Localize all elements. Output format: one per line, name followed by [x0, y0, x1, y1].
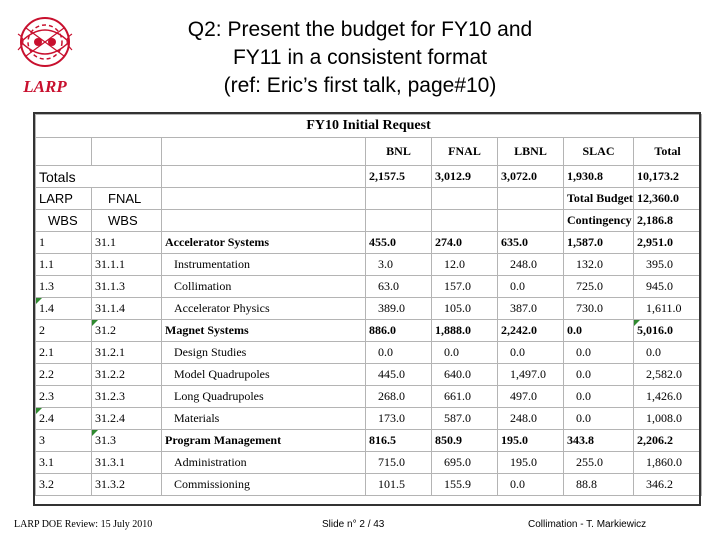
lbnl-value-cell: 497.0 — [498, 386, 564, 408]
lbnl-value-cell: 248.0 — [498, 408, 564, 430]
larp-wbs-cell: 1.1 — [36, 254, 92, 276]
fnal-wbs-cell: 31.1.4 — [92, 298, 162, 320]
total-value-cell: 2,206.2 — [634, 430, 702, 452]
fnal-value-cell: 640.0 — [432, 364, 498, 386]
larp-accelerator-logo-icon — [14, 14, 80, 100]
totals-slac: 1,930.8 — [564, 166, 634, 188]
fnal-wbs-cell: 31.3 — [92, 430, 162, 452]
larp-wbs-cell: 3 — [36, 430, 92, 452]
slac-value-cell: 1,587.0 — [564, 232, 634, 254]
footer-left: LARP DOE Review: 15 July 2010 — [14, 519, 153, 530]
total-value-cell: 1,426.0 — [634, 386, 702, 408]
slac-value-cell: 0.0 — [564, 320, 634, 342]
slac-value-cell: 343.8 — [564, 430, 634, 452]
bnl-value-cell: 3.0 — [366, 254, 432, 276]
label-row — [36, 188, 702, 210]
lbnl-value-cell: 0.0 — [498, 276, 564, 298]
bnl-value-cell: 63.0 — [366, 276, 432, 298]
slac-value-cell: 730.0 — [564, 298, 634, 320]
fnal-label: FNAL — [92, 188, 162, 210]
fnal-value-cell: 105.0 — [432, 298, 498, 320]
fnal-wbs-cell: 31.3.2 — [92, 474, 162, 496]
lbnl-value-cell: 0.0 — [498, 342, 564, 364]
fnal-value-cell: 661.0 — [432, 386, 498, 408]
wbs-row — [36, 210, 702, 232]
bnl-value-cell: 173.0 — [366, 408, 432, 430]
fnal-value-cell: 274.0 — [432, 232, 498, 254]
footer-right: Collimation - T. Markiewicz — [528, 519, 647, 530]
totals-fnal: 3,012.9 — [432, 166, 498, 188]
total-value-cell: 346.2 — [634, 474, 702, 496]
lbnl-value-cell: 248.0 — [498, 254, 564, 276]
slac-value-cell: 0.0 — [564, 364, 634, 386]
totals-lbnl: 3,072.0 — [498, 166, 564, 188]
table-row — [36, 408, 702, 430]
total-budget-value: 12,360.0 — [634, 188, 702, 210]
task-name-cell: Instrumentation — [162, 254, 366, 276]
totals-label: Totals — [36, 166, 162, 188]
larp-logo-text: LARP — [23, 77, 67, 96]
total-value-cell: 1,860.0 — [634, 452, 702, 474]
fnal-wbs-cell: 31.1.1 — [92, 254, 162, 276]
col-header-total: Total — [634, 138, 702, 166]
task-name-cell: Magnet Systems — [162, 320, 366, 342]
fnal-wbs-cell: 31.1 — [92, 232, 162, 254]
slac-value-cell: 725.0 — [564, 276, 634, 298]
fnal-wbs-cell: 31.1.3 — [92, 276, 162, 298]
fnal-value-cell: 850.9 — [432, 430, 498, 452]
lbnl-value-cell: 195.0 — [498, 452, 564, 474]
table-row — [36, 386, 702, 408]
slac-value-cell: 88.8 — [564, 474, 634, 496]
bnl-value-cell: 455.0 — [366, 232, 432, 254]
total-value-cell: 2,951.0 — [634, 232, 702, 254]
fnal-value-cell: 157.0 — [432, 276, 498, 298]
larp-wbs-cell: 2.2 — [36, 364, 92, 386]
table-row — [36, 364, 702, 386]
table-row — [36, 276, 702, 298]
fnal-wbs-cell: 31.3.1 — [92, 452, 162, 474]
table-row — [36, 430, 702, 452]
slide-title — [120, 16, 600, 100]
larp-wbs-cell: 1.3 — [36, 276, 92, 298]
larp-wbs-cell: 2.4 — [36, 408, 92, 430]
fnal-wbs-cell: 31.2.3 — [92, 386, 162, 408]
larp-wbs-cell: 3.2 — [36, 474, 92, 496]
fnal-wbs-cell: 31.2.2 — [92, 364, 162, 386]
bnl-value-cell: 886.0 — [366, 320, 432, 342]
col-header-lbnl: LBNL — [498, 138, 564, 166]
table-row — [36, 342, 702, 364]
task-name-cell: Model Quadrupoles — [162, 364, 366, 386]
task-name-cell: Program Management — [162, 430, 366, 452]
task-name-cell: Materials — [162, 408, 366, 430]
total-value-cell: 5,016.0 — [634, 320, 702, 342]
lbnl-value-cell: 635.0 — [498, 232, 564, 254]
task-name-cell: Commissioning — [162, 474, 366, 496]
total-value-cell: 945.0 — [634, 276, 702, 298]
fnal-value-cell: 155.9 — [432, 474, 498, 496]
task-name-cell: Accelerator Systems — [162, 232, 366, 254]
title-line-1: Q2: Present the budget for FY10 and — [187, 18, 533, 41]
footer-center: Slide n° 2 / 43 — [322, 519, 385, 530]
table-row — [36, 474, 702, 496]
fnal-wbs-cell: 31.2.1 — [92, 342, 162, 364]
slac-value-cell: 0.0 — [564, 342, 634, 364]
total-value-cell: 395.0 — [634, 254, 702, 276]
bnl-value-cell: 445.0 — [366, 364, 432, 386]
col-header-slac: SLAC — [564, 138, 634, 166]
contingency-label: Contingency — [564, 210, 634, 232]
bnl-value-cell: 0.0 — [366, 342, 432, 364]
task-name-cell: Administration — [162, 452, 366, 474]
total-value-cell: 2,582.0 — [634, 364, 702, 386]
task-name-cell: Accelerator Physics — [162, 298, 366, 320]
title-line-3: (ref: Eric’s first talk, page#10) — [223, 74, 497, 97]
lbnl-value-cell: 0.0 — [498, 474, 564, 496]
task-name-cell: Design Studies — [162, 342, 366, 364]
slac-value-cell: 255.0 — [564, 452, 634, 474]
larp-logo — [14, 14, 80, 100]
larp-wbs-cell: 1.4 — [36, 298, 92, 320]
task-name-cell: Long Quadrupoles — [162, 386, 366, 408]
lbnl-value-cell: 1,497.0 — [498, 364, 564, 386]
lbnl-value-cell: 387.0 — [498, 298, 564, 320]
table-caption: FY10 Initial Request — [36, 115, 702, 138]
fnal-value-cell: 0.0 — [432, 342, 498, 364]
fnal-value-cell: 695.0 — [432, 452, 498, 474]
fnal-value-cell: 1,888.0 — [432, 320, 498, 342]
bnl-value-cell: 268.0 — [366, 386, 432, 408]
fnal-wbs-cell: 31.2.4 — [92, 408, 162, 430]
task-name-cell: Collimation — [162, 276, 366, 298]
slac-value-cell: 132.0 — [564, 254, 634, 276]
bnl-value-cell: 389.0 — [366, 298, 432, 320]
title-line-2: FY11 in a consistent format — [232, 46, 488, 69]
col-header-fnal: FNAL — [432, 138, 498, 166]
totals-total: 10,173.2 — [634, 166, 702, 188]
table-caption-row — [36, 115, 702, 138]
table-row — [36, 320, 702, 342]
lbnl-value-cell: 2,242.0 — [498, 320, 564, 342]
column-header-row — [36, 138, 702, 166]
total-budget-label: Total Budget — [564, 188, 634, 210]
bnl-value-cell: 816.5 — [366, 430, 432, 452]
table-row — [36, 254, 702, 276]
budget-table — [35, 114, 702, 496]
fnal-wbs-cell: 31.2 — [92, 320, 162, 342]
larp-wbs-cell: 3.1 — [36, 452, 92, 474]
fnal-wbs-label: WBS — [92, 210, 162, 232]
lbnl-value-cell: 195.0 — [498, 430, 564, 452]
slac-value-cell: 0.0 — [564, 408, 634, 430]
table-row — [36, 232, 702, 254]
larp-wbs-cell: 2 — [36, 320, 92, 342]
fnal-value-cell: 12.0 — [432, 254, 498, 276]
totals-row — [36, 166, 702, 188]
fnal-value-cell: 587.0 — [432, 408, 498, 430]
contingency-value: 2,186.8 — [634, 210, 702, 232]
slac-value-cell: 0.0 — [564, 386, 634, 408]
total-value-cell: 1,611.0 — [634, 298, 702, 320]
bnl-value-cell: 715.0 — [366, 452, 432, 474]
totals-bnl: 2,157.5 — [366, 166, 432, 188]
table-row — [36, 452, 702, 474]
larp-wbs-cell: 2.3 — [36, 386, 92, 408]
table-row — [36, 298, 702, 320]
total-value-cell: 0.0 — [634, 342, 702, 364]
larp-wbs-label: WBS — [36, 210, 92, 232]
larp-label: LARP — [36, 188, 92, 210]
larp-wbs-cell: 2.1 — [36, 342, 92, 364]
total-value-cell: 1,008.0 — [634, 408, 702, 430]
larp-wbs-cell: 1 — [36, 232, 92, 254]
col-header-bnl: BNL — [366, 138, 432, 166]
bnl-value-cell: 101.5 — [366, 474, 432, 496]
